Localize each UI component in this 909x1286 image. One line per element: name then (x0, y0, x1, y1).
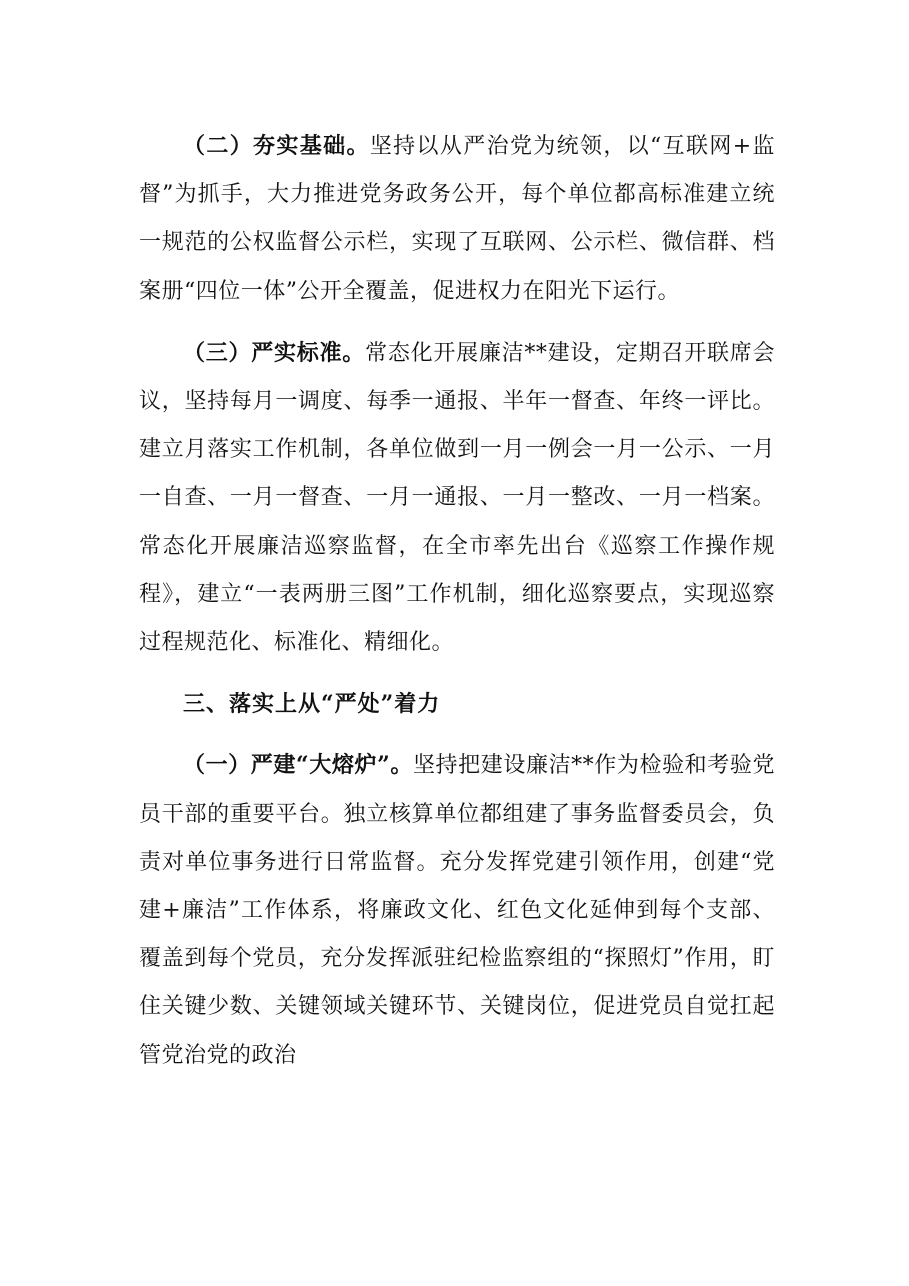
paragraph-strict-standards (139, 329, 775, 667)
paragraph-lead: （二）夯实基础。 (183, 133, 370, 159)
paragraph-body: 坚持把建设廉洁**作为检验和考验党员干部的重要平台。独立核算单位都组建了事务监督委员会，负责对单位事务进行日常监督。充分发挥党建引领作用，创建“党建+廉洁”工作体系，将廉政文化、红色文化延伸到每个支部、覆盖到每个党员，充分发挥派驻纪检监察组的“探照灯”作用，盯住关键少数、关键领域关键环节、关键岗位，促进党员自觉扛起管党治党的政治 (139, 753, 775, 1068)
paragraph-melting-pot (139, 741, 775, 1079)
paragraph-lead: （一）严建“大熔炉”。 (183, 752, 413, 779)
paragraph-consolidate-foundation (139, 122, 775, 316)
paragraph-lead: （三）严实标准。 (183, 339, 366, 366)
paragraph-body: 坚持以从严治党为统领，以“互联网+监督”为抓手，大力推进党务政务公开，每个单位都高标准建立统一规范的公权监督公示栏，实现了互联网、公示栏、微信群、档案册“四位一体”公开全覆盖，促进权力在阳光下运行。 (139, 134, 775, 304)
section-heading: 三、落实上从“严处”着力 (183, 691, 441, 718)
paragraph-body: 常态化开展廉洁**建设，定期召开联席会议，坚持每月一调度、每季一通报、半年一督查、年终一评比。建立月落实工作机制，各单位做到一月一例会一月一公示、一月一自查、一月一督查、一月一通报、一月一整改、一月一档案。常态化开展廉洁巡察监督，在全市率先出台《巡察工作操作规程》，建立“一表两册三图”工作机制，细化巡察要点，实现巡察过程规范化、标准化、精细化。 (139, 340, 775, 656)
document-page (139, 122, 775, 1080)
